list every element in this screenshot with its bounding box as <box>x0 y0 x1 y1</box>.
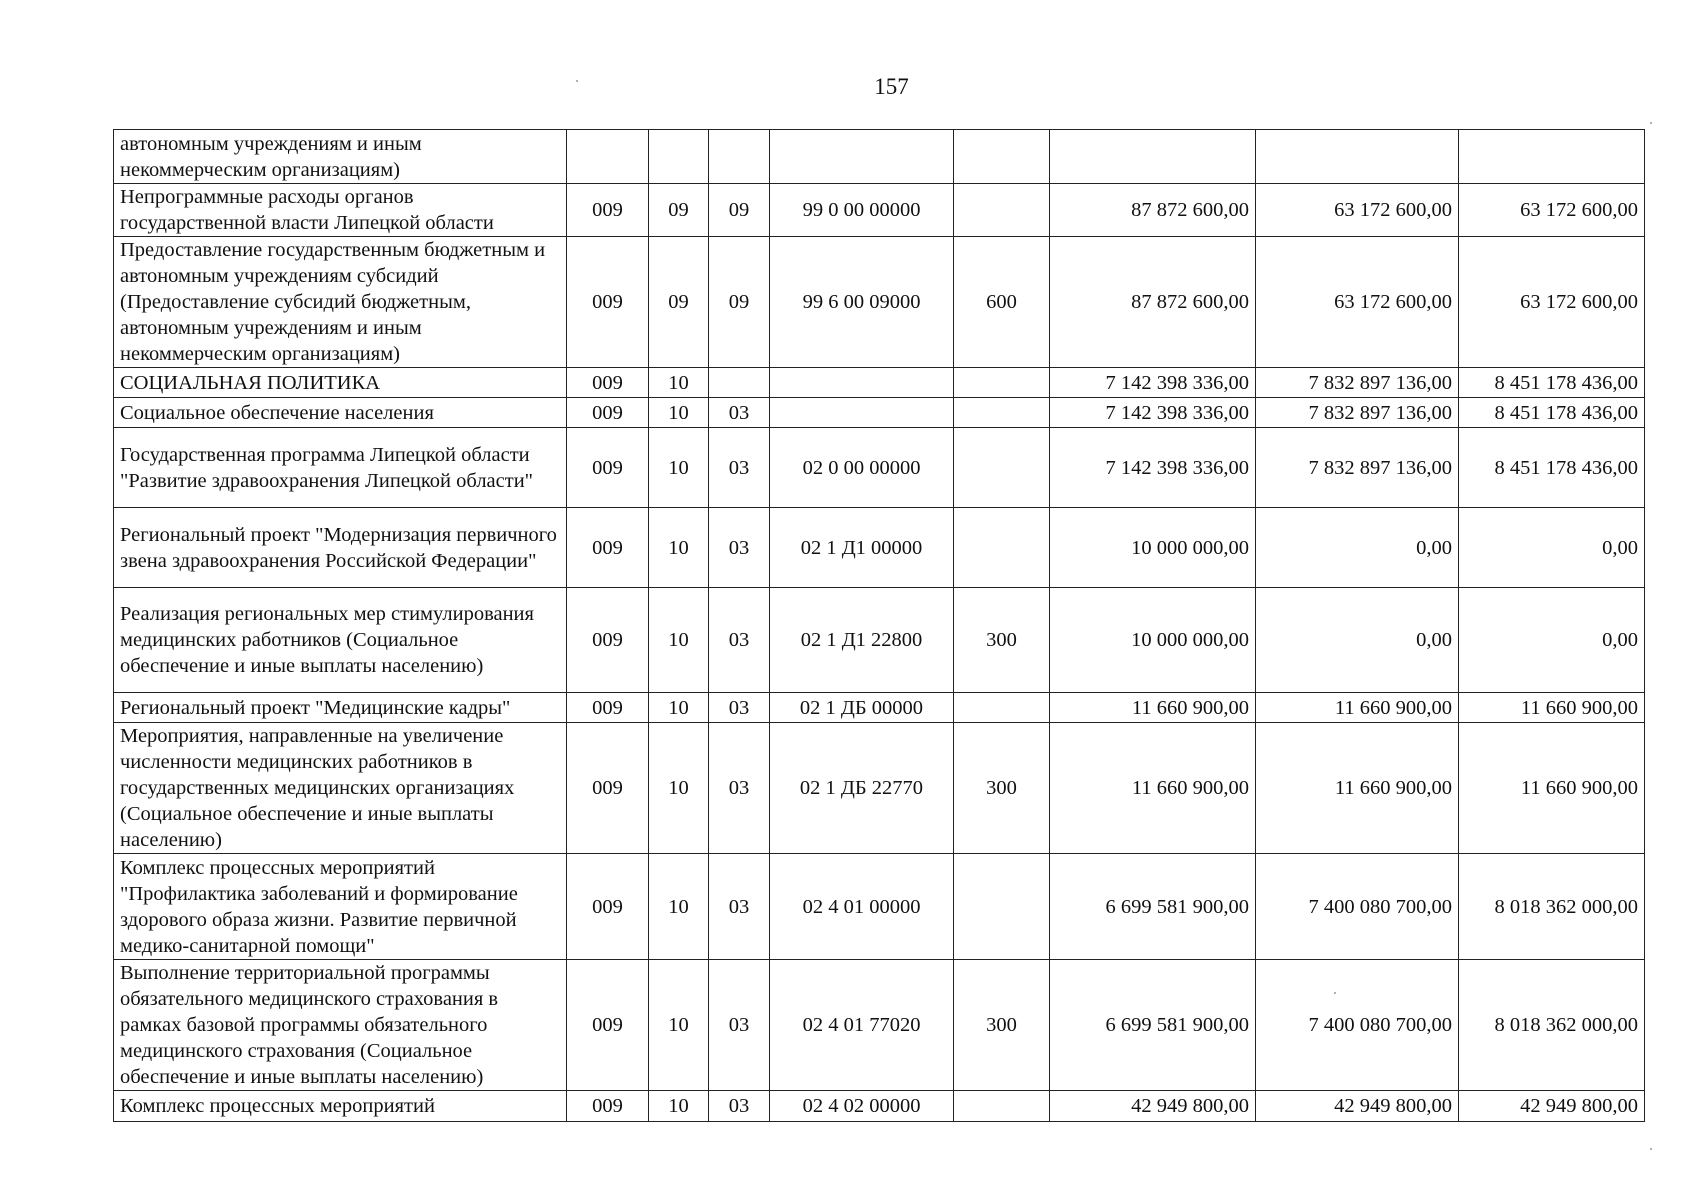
expense-type-cell <box>954 368 1050 398</box>
expense-type-cell <box>954 398 1050 428</box>
amount-year2-cell: 42 949 800,00 <box>1256 1091 1459 1122</box>
subsection-code-cell: 03 <box>709 854 770 960</box>
table-row <box>114 428 1645 508</box>
amount-year3-cell: 8 451 178 436,00 <box>1459 368 1645 398</box>
table-row <box>114 508 1645 588</box>
amount-year2-cell: 7 832 897 136,00 <box>1256 398 1459 428</box>
amount-year1-cell: 11 660 900,00 <box>1050 723 1256 854</box>
subsection-code-cell: 03 <box>709 398 770 428</box>
amount-year3-cell: 0,00 <box>1459 508 1645 588</box>
gr-code-cell: 009 <box>567 428 649 508</box>
amount-year3-cell <box>1459 130 1645 184</box>
amount-year1-cell: 11 660 900,00 <box>1050 693 1256 723</box>
expense-type-cell <box>954 693 1050 723</box>
row-name-cell: Мероприятия, направленные на увеличение численности медицинских работников в государственных медицинских организациях (Социальное обеспечение и иные выплаты населению) <box>114 723 567 854</box>
amount-year2-cell: 63 172 600,00 <box>1256 184 1459 237</box>
table-row <box>114 854 1645 960</box>
scan-dust-mark <box>576 80 578 82</box>
subsection-code-cell: 09 <box>709 237 770 368</box>
amount-year2-cell: 7 832 897 136,00 <box>1256 368 1459 398</box>
amount-year2-cell: 11 660 900,00 <box>1256 693 1459 723</box>
amount-year1-cell: 10 000 000,00 <box>1050 508 1256 588</box>
amount-year3-cell: 63 172 600,00 <box>1459 237 1645 368</box>
expense-type-cell: 600 <box>954 237 1050 368</box>
amount-year2-cell: 11 660 900,00 <box>1256 723 1459 854</box>
gr-code-cell: 009 <box>567 368 649 398</box>
amount-year2-cell: 7 832 897 136,00 <box>1256 428 1459 508</box>
gr-code-cell: 009 <box>567 960 649 1091</box>
amount-year1-cell: 7 142 398 336,00 <box>1050 398 1256 428</box>
row-name-cell: Региональный проект "Модернизация первичного звена здравоохранения Российской Федерации" <box>114 508 567 588</box>
scan-dust-mark <box>1334 992 1336 994</box>
amount-year2-cell: 63 172 600,00 <box>1256 237 1459 368</box>
expense-type-cell <box>954 130 1050 184</box>
table-row <box>114 1091 1645 1122</box>
table-row <box>114 368 1645 398</box>
amount-year1-cell <box>1050 130 1256 184</box>
amount-year1-cell: 87 872 600,00 <box>1050 237 1256 368</box>
expense-type-cell: 300 <box>954 588 1050 693</box>
section-code-cell: 10 <box>649 960 709 1091</box>
target-article-cell: 02 4 02 00000 <box>770 1091 954 1122</box>
amount-year2-cell: 7 400 080 700,00 <box>1256 854 1459 960</box>
amount-year3-cell: 8 018 362 000,00 <box>1459 960 1645 1091</box>
expense-type-cell <box>954 1091 1050 1122</box>
amount-year3-cell: 11 660 900,00 <box>1459 723 1645 854</box>
amount-year3-cell: 8 451 178 436,00 <box>1459 398 1645 428</box>
target-article-cell: 02 1 ДБ 00000 <box>770 693 954 723</box>
amount-year2-cell: 0,00 <box>1256 508 1459 588</box>
section-code-cell <box>649 130 709 184</box>
table-row <box>114 960 1645 1091</box>
target-article-cell <box>770 130 954 184</box>
expense-type-cell <box>954 854 1050 960</box>
amount-year1-cell: 7 142 398 336,00 <box>1050 368 1256 398</box>
row-name-cell: Выполнение территориальной программы обязательного медицинского страхования в рамках базовой программы обязательного медицинского страхования (Социальное обеспечение и иные выплаты населению) <box>114 960 567 1091</box>
expense-type-cell <box>954 184 1050 237</box>
target-article-cell: 99 0 00 00000 <box>770 184 954 237</box>
row-name-cell: Предоставление государственным бюджетным и автономным учреждениям субсидий (Предоставление субсидий бюджетным, автономным учреждениям и иным некоммерческим организациям) <box>114 237 567 368</box>
subsection-code-cell: 03 <box>709 428 770 508</box>
amount-year1-cell: 87 872 600,00 <box>1050 184 1256 237</box>
table-row <box>114 588 1645 693</box>
table-row <box>114 184 1645 237</box>
gr-code-cell: 009 <box>567 508 649 588</box>
expense-type-cell: 300 <box>954 723 1050 854</box>
row-name-cell: Региональный проект "Медицинские кадры" <box>114 693 567 723</box>
amount-year3-cell: 11 660 900,00 <box>1459 693 1645 723</box>
amount-year2-cell <box>1256 130 1459 184</box>
expense-type-cell <box>954 508 1050 588</box>
target-article-cell <box>770 398 954 428</box>
amount-year3-cell: 42 949 800,00 <box>1459 1091 1645 1122</box>
scan-dust-mark <box>1650 1148 1652 1150</box>
section-code-cell: 10 <box>649 723 709 854</box>
section-code-cell: 10 <box>649 693 709 723</box>
gr-code-cell: 009 <box>567 184 649 237</box>
gr-code-cell: 009 <box>567 693 649 723</box>
target-article-cell: 02 1 ДБ 22770 <box>770 723 954 854</box>
target-article-cell: 99 6 00 09000 <box>770 237 954 368</box>
page-number: 157 <box>874 74 909 99</box>
table-body <box>114 130 1645 1122</box>
table-row <box>114 693 1645 723</box>
section-code-cell: 10 <box>649 854 709 960</box>
subsection-code-cell: 03 <box>709 588 770 693</box>
target-article-cell: 02 0 00 00000 <box>770 428 954 508</box>
scan-dust-mark <box>1650 122 1652 124</box>
amount-year1-cell: 6 699 581 900,00 <box>1050 960 1256 1091</box>
table-row <box>114 130 1645 184</box>
section-code-cell: 10 <box>649 368 709 398</box>
table-row <box>114 723 1645 854</box>
amount-year1-cell: 6 699 581 900,00 <box>1050 854 1256 960</box>
gr-code-cell: 009 <box>567 588 649 693</box>
budget-table <box>113 129 1645 1122</box>
row-name-cell: автономным учреждениям и иным некоммерческим организациям) <box>114 130 567 184</box>
row-name-cell: Комплекс процессных мероприятий <box>114 1091 567 1122</box>
subsection-code-cell <box>709 368 770 398</box>
subsection-code-cell: 03 <box>709 723 770 854</box>
amount-year3-cell: 0,00 <box>1459 588 1645 693</box>
amount-year1-cell: 42 949 800,00 <box>1050 1091 1256 1122</box>
target-article-cell <box>770 368 954 398</box>
amount-year1-cell: 7 142 398 336,00 <box>1050 428 1256 508</box>
subsection-code-cell: 03 <box>709 693 770 723</box>
section-code-cell: 10 <box>649 398 709 428</box>
section-code-cell: 09 <box>649 237 709 368</box>
subsection-code-cell <box>709 130 770 184</box>
section-code-cell: 10 <box>649 1091 709 1122</box>
amount-year3-cell: 8 451 178 436,00 <box>1459 428 1645 508</box>
expense-type-cell: 300 <box>954 960 1050 1091</box>
expense-type-cell <box>954 428 1050 508</box>
gr-code-cell: 009 <box>567 1091 649 1122</box>
table-row <box>114 237 1645 368</box>
row-name-cell: Непрограммные расходы органов государственной власти Липецкой области <box>114 184 567 237</box>
amount-year1-cell: 10 000 000,00 <box>1050 588 1256 693</box>
section-code-cell: 10 <box>649 588 709 693</box>
section-code-cell: 10 <box>649 428 709 508</box>
subsection-code-cell: 03 <box>709 1091 770 1122</box>
amount-year3-cell: 8 018 362 000,00 <box>1459 854 1645 960</box>
target-article-cell: 02 1 Д1 22800 <box>770 588 954 693</box>
row-name-cell: СОЦИАЛЬНАЯ ПОЛИТИКА <box>114 368 567 398</box>
target-article-cell: 02 4 01 77020 <box>770 960 954 1091</box>
table-row <box>114 398 1645 428</box>
gr-code-cell <box>567 130 649 184</box>
amount-year2-cell: 0,00 <box>1256 588 1459 693</box>
target-article-cell: 02 4 01 00000 <box>770 854 954 960</box>
target-article-cell: 02 1 Д1 00000 <box>770 508 954 588</box>
subsection-code-cell: 03 <box>709 960 770 1091</box>
subsection-code-cell: 03 <box>709 508 770 588</box>
section-code-cell: 09 <box>649 184 709 237</box>
amount-year3-cell: 63 172 600,00 <box>1459 184 1645 237</box>
section-code-cell: 10 <box>649 508 709 588</box>
row-name-cell: Социальное обеспечение населения <box>114 398 567 428</box>
gr-code-cell: 009 <box>567 723 649 854</box>
amount-year2-cell: 7 400 080 700,00 <box>1256 960 1459 1091</box>
row-name-cell: Государственная программа Липецкой области "Развитие здравоохранения Липецкой области" <box>114 428 567 508</box>
gr-code-cell: 009 <box>567 854 649 960</box>
gr-code-cell: 009 <box>567 398 649 428</box>
row-name-cell: Комплекс процессных мероприятий "Профилактика заболеваний и формирование здорового образа жизни. Развитие первичной медико-санитарной помощи" <box>114 854 567 960</box>
row-name-cell: Реализация региональных мер стимулирования медицинских работников (Социальное обеспечение и иные выплаты населению) <box>114 588 567 693</box>
gr-code-cell: 009 <box>567 237 649 368</box>
subsection-code-cell: 09 <box>709 184 770 237</box>
